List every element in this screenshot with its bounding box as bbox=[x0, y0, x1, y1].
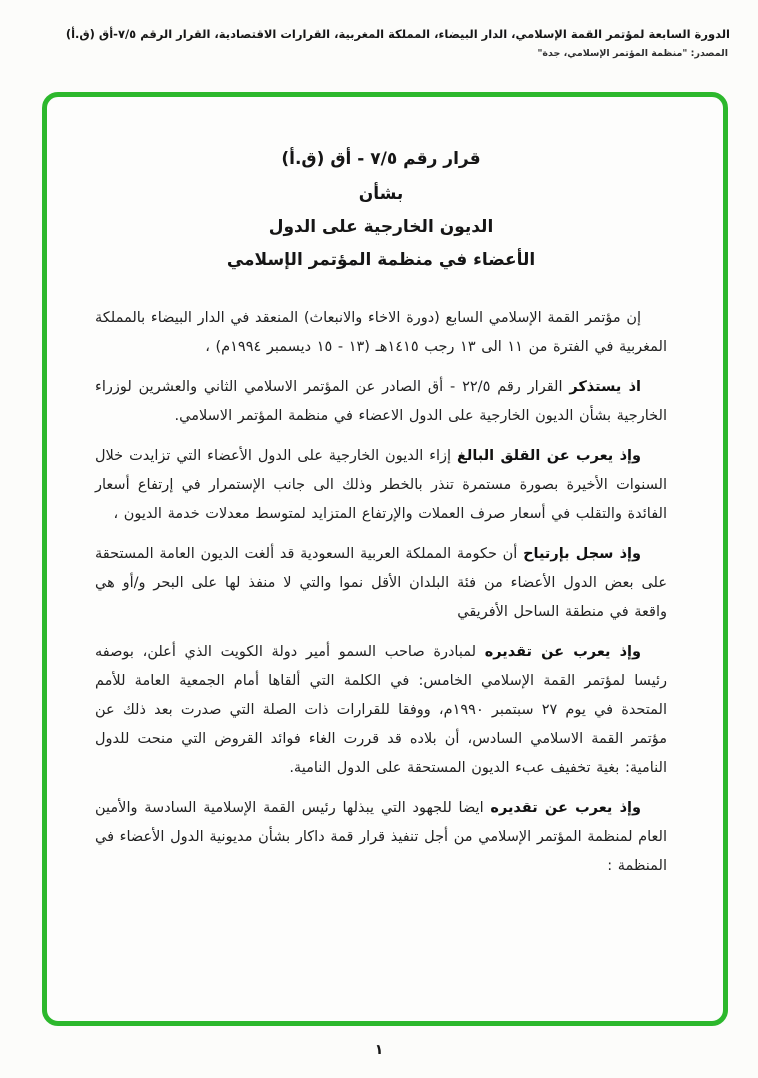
paragraph-lead: وإذ يعرب عن القلق البالغ bbox=[457, 448, 641, 464]
resolution-number: قرار رقم ٧/٥ - أق (ق.أ) bbox=[281, 149, 481, 169]
paragraph-recalling bbox=[95, 373, 667, 431]
paragraph-text: القرار رقم ٢٢/٥ - أق الصادر عن المؤتمر الاسلامي الثاني والعشرين لوزراء الخارجية بشأن الديون الخارجية على الدول الاعضاء في منظمة المؤتمر الاسلامي. bbox=[95, 379, 667, 424]
paragraph-text: ايضا للجهود التي يبذلها رئيس القمة الإسلامية السادسة والأمين العام لمنظمة المؤتمر الإسلامي من أجل تنفيذ قرار قمة داكار بشأن مديونية الدول الأعضاء في المنظمة : bbox=[95, 800, 667, 874]
resolution-subject-line1: الديون الخارجية على الدول bbox=[268, 217, 494, 237]
paragraph-lead: وإذ يعرب عن تقديره bbox=[484, 644, 642, 660]
green-border-frame bbox=[42, 92, 728, 1026]
resolution-subject-line2: الأعضاء في منظمة المؤتمر الإسلامي bbox=[226, 250, 536, 270]
paragraph-satisfaction bbox=[95, 540, 667, 627]
paragraph-text: لمبادرة صاحب السمو أمير دولة الكويت الذي أعلن، بوصفه رئيسا لمؤتمر القمة الإسلامي الخامس: في الكلمة التي ألقاها أمام الجمعية العامة للأمم المتحدة في يوم ٢٧ سبتمبر ١٩٩٠م، ووفقا للقرارات ذات الصلة التي صدرت بعد ذلك عن مؤتمر القمة الاسلامي السادس، أن بلاده قد قررت الغاء فوائد القروض التي منحت للدول النامية: بغية تخفيف عبء الديون المستحقة على الدول النامية. bbox=[95, 644, 667, 776]
header-source: المصدر: "منظمة المؤتمر الإسلامي، جدة" bbox=[537, 48, 728, 60]
resolution-title-block bbox=[95, 149, 667, 270]
document-header bbox=[28, 26, 730, 59]
resolution-body bbox=[95, 304, 667, 881]
paragraph-lead: اذ يستذكر bbox=[569, 379, 641, 395]
paragraph-appreciation-kuwait bbox=[95, 638, 667, 783]
resolution-regarding: بشأن bbox=[358, 184, 404, 204]
paragraph-lead: وإذ يعرب عن تقديره bbox=[490, 800, 641, 816]
paragraph-appreciation-efforts bbox=[95, 794, 667, 881]
paragraph-lead: وإذ سجل بإرتياح bbox=[523, 546, 642, 562]
paragraph-text: أن حكومة المملكة العربية السعودية قد ألغت الديون العامة المستحقة على بعض الدول الأعضاء من فئة البلدان الأقل نموا والتي لا منفذ لها على البحر و/أو هي واقعة في منطقة الساحل الأفريقي bbox=[95, 546, 667, 620]
paragraph-preamble bbox=[95, 304, 667, 362]
page-number: ١ bbox=[374, 1042, 384, 1058]
paragraph-text: إزاء الديون الخارجية على الدول الأعضاء التي تزايدت خلال السنوات الأخيرة بصورة مستمرة تنذر بالخطر وذلك الى جانب الإستمرار في إرتفاع أسعار الفائدة والتقلب في أسعار صرف العملات والإرتفاع المتزايد لمتوسط معدلات خدمة الديون ، bbox=[95, 448, 667, 522]
paragraph-concern bbox=[95, 442, 667, 529]
paragraph-text: إن مؤتمر القمة الإسلامي السابع (دورة الاخاء والانبعاث) المنعقد في الدار البيضاء بالمملكة المغربية في الفترة من ١١ الى ١٣ رجب ١٤١٥هـ (١٣ - ١٥ ديسمبر ١٩٩٤م) ، bbox=[95, 310, 667, 355]
header-citation: الدورة السابعة لمؤتمر القمة الإسلامي، الدار البيضاء، المملكة المغربية، القرارات الاقتصادية، القرار الرقم ٧/٥-أق (ق.أ) bbox=[65, 27, 730, 41]
